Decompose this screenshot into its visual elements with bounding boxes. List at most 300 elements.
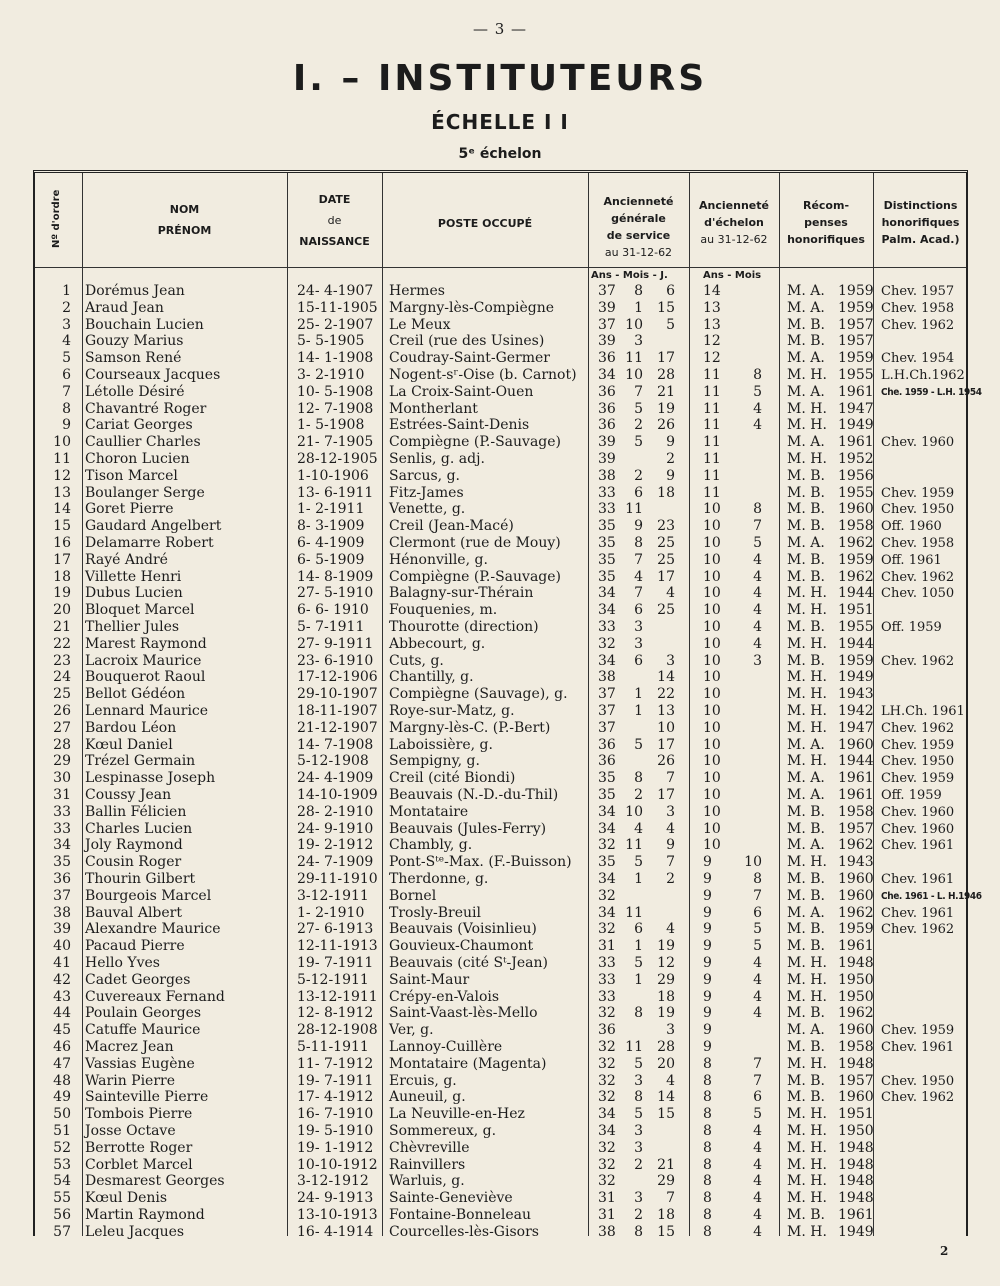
row-recompense: M. B. [787,938,825,955]
row-anc-years: 36 [598,350,616,367]
row-number: 29 [53,753,71,770]
row-anc-years: 31 [598,938,616,955]
row-anc-months: 6 [634,484,643,501]
row-anc-months: 8 [634,283,643,299]
header-anc-ech-sub: Ans - Mois [703,270,762,281]
row-anc-years: 32 [598,1089,616,1106]
row-recompense: M. B. [787,619,825,635]
row-distinction: Chev. 1050 [881,586,955,602]
row-distinction: Chev. 1961 [881,905,955,921]
row-anc-years: 38 [598,467,616,484]
row-anc-years: 37 [598,719,616,736]
row-birthdate: 11- 7-1912 [297,1055,374,1072]
row-number: 51 [53,1123,71,1139]
row-anc-days: 19 [657,1005,675,1022]
table-row [35,485,970,502]
table-row [35,383,982,401]
row-recompense: M. H. [787,1190,827,1207]
row-ech-years: 9 [703,887,712,904]
row-recompense: M. A. [787,383,825,400]
row-anc-days: 10 [657,719,675,736]
table-row [35,1073,970,1090]
table-row [35,1039,970,1056]
row-post: Sommereux, g. [389,1123,497,1139]
row-birthdate: 1-10-1906 [297,467,369,484]
row-recompense: M. B. [787,501,825,518]
row-name: Vassias Eugène [85,1055,195,1072]
table-row [35,720,970,737]
table-row [35,972,970,989]
row-name: Bourgeois Marcel [85,887,212,904]
row-recompense-year: 1944 [838,753,874,770]
row-post: Therdonne, g. [389,871,489,887]
row-ech-years: 11 [703,467,721,484]
table-row [35,1005,970,1022]
row-ech-months: 6 [753,904,762,921]
row-anc-months: 3 [634,1072,643,1089]
row-ech-months: 4 [753,1223,762,1240]
table-row [35,552,970,569]
row-ech-months: 4 [753,585,762,602]
row-anc-years: 38 [598,669,616,686]
row-post: Thourotte (direction) [389,619,539,635]
row-anc-months: 1 [634,686,643,703]
row-anc-years: 32 [598,1005,616,1022]
row-birthdate: 27- 9-1911 [297,635,374,652]
row-birthdate: 13-10-1913 [297,1207,378,1223]
row-anc-years: 33 [598,619,616,635]
row-recompense-year: 1960 [838,871,874,887]
row-name: Rayé André [85,551,168,568]
row-anc-days: 25 [657,535,675,551]
row-anc-months: 4 [634,820,643,837]
row-anc-years: 34 [598,904,616,921]
row-recompense-year: 1944 [838,585,874,602]
row-anc-days: 9 [666,837,675,854]
row-recompense: M. B. [787,333,825,350]
row-post: Sainte-Geneviève [389,1190,513,1207]
row-anc-years: 35 [598,568,616,585]
row-recompense-year: 1958 [838,803,874,820]
row-recompense-year: 1960 [838,887,874,904]
row-anc-days: 14 [657,669,675,686]
row-anc-years: 31 [598,1190,616,1207]
table-row [35,1022,970,1039]
row-anc-years: 37 [598,316,616,333]
row-anc-months: 11 [625,501,643,518]
row-anc-years: 34 [598,820,616,837]
row-birthdate: 21- 7-1905 [297,434,374,451]
row-number: 33 [53,820,71,837]
row-anc-months: 3 [634,619,643,635]
row-recompense: M. A. [787,787,825,803]
footer-number: 2 [940,1244,949,1258]
row-number: 36 [53,871,71,887]
row-anc-years: 35 [598,535,616,551]
row-recompense: M. H. [787,703,827,719]
row-post: Hénonville, g. [389,551,488,568]
row-number: 23 [53,652,71,669]
page-title: I. – INSTITUTEURS [292,58,708,99]
row-post: Beauvais (N.-D.-du-Thil) [389,787,559,803]
table-row [35,703,970,720]
row-anc-days: 7 [666,854,675,871]
row-name: Chavantré Roger [85,400,207,417]
row-number: 54 [53,1173,71,1190]
row-recompense-year: 1948 [838,1139,874,1156]
row-anc-days: 29 [657,1173,675,1190]
row-number: 38 [53,904,71,921]
table-row [35,1190,970,1207]
row-birthdate: 10- 5-1908 [297,383,374,400]
row-anc-years: 32 [598,1173,616,1190]
table-row [35,921,970,938]
row-anc-years: 32 [598,1072,616,1089]
row-name: Catuffe Maurice [85,1022,201,1039]
row-number: 2 [62,299,71,316]
row-anc-days: 4 [666,820,675,837]
row-anc-days: 15 [657,1106,675,1123]
row-anc-months: 5 [634,400,643,417]
row-name: Cariat Georges [85,417,193,434]
row-ech-years: 9 [703,955,712,971]
row-recompense-year: 1957 [838,1072,874,1089]
row-name: Desmarest Georges [85,1173,225,1190]
row-recompense: M. H. [787,854,827,871]
row-anc-years: 34 [598,1106,616,1123]
row-post: Beauvais (Voisinlieu) [389,921,537,938]
row-anc-months: 5 [634,854,643,871]
row-number: 3 [62,316,71,333]
row-distinction: Chev. 1961 [881,1040,955,1055]
row-distinction: L.H.Ch.1962 [881,368,965,383]
row-anc-days: 25 [657,551,675,568]
row-recompense: M. H. [787,955,827,971]
row-anc-years: 36 [598,753,616,770]
row-number: 55 [53,1190,71,1207]
row-ech-months: 4 [753,1139,762,1156]
row-post: Venette, g. [389,501,466,518]
row-anc-years: 35 [598,551,616,568]
row-ech-years: 11 [703,484,721,501]
row-anc-years: 32 [598,635,616,652]
row-recompense: M. H. [787,1223,827,1240]
row-name: Lacroix Maurice [85,652,202,669]
row-post: Sarcus, g. [389,467,460,484]
row-recompense-year: 1950 [838,971,874,988]
row-distinction: Chev. 1959 [881,485,955,501]
row-post: Chèvreville [389,1139,470,1156]
row-number: 7 [62,383,71,400]
row-ech-months: 3 [753,652,762,669]
header-anc-ech-l2: d'échelon [704,216,764,229]
row-anc-years: 37 [598,283,616,299]
row-ech-years: 10 [703,551,721,568]
row-name: Villette Henri [85,568,182,585]
row-anc-days: 17 [657,568,675,585]
row-ech-years: 8 [703,1055,712,1072]
row-ech-years: 9 [703,921,712,938]
row-name: Josse Octave [85,1123,176,1139]
row-post: Bornel [389,887,437,904]
row-ech-years: 9 [703,1022,712,1039]
row-post: Fitz-James [389,484,464,501]
row-anc-months: 8 [634,1223,643,1240]
row-anc-days: 12 [657,955,675,971]
row-anc-years: 38 [598,1223,616,1240]
row-ech-years: 8 [703,1072,712,1089]
row-anc-months: 2 [634,417,643,434]
row-number: 14 [53,501,71,518]
header-num: Nº d'ordre [51,189,62,248]
row-name: Choron Lucien [85,451,190,467]
row-recompense-year: 1959 [838,350,874,367]
row-name: Thourin Gilbert [85,871,196,887]
row-anc-years: 33 [598,988,616,1005]
row-anc-days: 5 [666,316,675,333]
row-ech-months: 5 [753,383,762,400]
row-recompense-year: 1948 [838,1055,874,1072]
row-distinction: Chev. 1950 [881,502,955,518]
row-post: Chambly, g. [389,837,473,854]
row-post: Compiègne (P.-Sauvage) [389,434,561,451]
row-recompense: M. A. [787,350,825,367]
row-recompense-year: 1959 [838,921,874,938]
row-birthdate: 6- 4-1909 [297,535,365,551]
row-name: Berrotte Roger [85,1139,193,1156]
table-row [35,887,982,905]
row-birthdate: 15-11-1905 [297,299,378,316]
row-post: Courcelles-lès-Gisors [389,1223,539,1240]
table-row [35,1173,970,1190]
row-name: Bellot Gédéon [85,686,186,703]
row-recompense-year: 1949 [838,669,874,686]
row-recompense: M. H. [787,602,827,619]
row-name: Thellier Jules [85,619,180,635]
row-ech-months: 5 [753,1106,762,1123]
row-birthdate: 17-12-1906 [297,669,378,686]
page-subtitle: ÉCHELLE I I [431,110,569,134]
row-name: Araud Jean [85,299,164,316]
row-ech-years: 11 [703,383,721,400]
row-post: Warluis, g. [389,1173,465,1190]
row-anc-months: 5 [634,736,643,753]
row-anc-days: 14 [657,1089,675,1106]
row-ech-months: 5 [753,938,762,955]
row-ech-months: 8 [753,501,762,518]
row-recompense: M. B. [787,1039,825,1055]
row-name: Cousin Roger [85,854,182,871]
row-anc-years: 34 [598,652,616,669]
row-post: Beauvais (Jules-Ferry) [389,820,547,837]
row-distinction: Chev. 1954 [881,351,955,367]
row-anc-days: 17 [657,736,675,753]
row-anc-days: 13 [657,703,675,719]
row-number: 33 [53,803,71,820]
row-anc-years: 34 [598,367,616,383]
row-recompense: M. B. [787,1005,825,1022]
row-number: 8 [62,400,71,417]
row-recompense-year: 1961 [838,434,874,451]
row-name: Kœul Denis [85,1190,168,1207]
row-recompense: M. B. [787,551,825,568]
row-anc-days: 22 [657,686,675,703]
row-anc-days: 3 [666,652,675,669]
row-number: 45 [53,1022,71,1039]
row-anc-days: 4 [666,585,675,602]
row-name: Leleu Jacques [85,1223,185,1240]
row-recompense-year: 1948 [838,1173,874,1190]
row-anc-days: 18 [657,484,675,501]
row-birthdate: 14- 7-1908 [297,736,374,753]
table-row [35,989,970,1006]
row-anc-years: 39 [598,333,616,350]
row-anc-years: 33 [598,501,616,518]
row-number: 46 [53,1039,71,1055]
row-recompense-year: 1958 [838,1039,874,1055]
row-distinction: Off. 1959 [881,788,942,803]
row-anc-months: 11 [625,1039,643,1055]
row-birthdate: 5-11-1911 [297,1039,369,1055]
header-anc-gen-l2: générale [611,212,666,225]
row-distinction: Che. 1961 - L. H.1946 [881,890,982,902]
row-name: Pacaud Pierre [85,938,185,955]
row-anc-months: 8 [634,1089,643,1106]
table-row [35,367,970,384]
table-row [35,417,970,434]
row-ech-years: 10 [703,535,721,551]
table-row [35,669,970,686]
row-distinction: Chev. 1959 [881,771,955,787]
row-number: 19 [53,585,71,602]
row-recompense: M. H. [787,1139,827,1156]
row-anc-months: 2 [634,467,643,484]
row-ech-years: 8 [703,1207,712,1223]
row-ech-years: 9 [703,971,712,988]
row-distinction: Chev. 1962 [881,653,955,669]
row-post: Gouvieux-Chaumont [389,938,534,955]
row-number: 34 [53,837,71,854]
row-number: 31 [53,787,71,803]
row-recompense: M. H. [787,367,827,383]
row-anc-years: 34 [598,602,616,619]
row-ech-months: 4 [753,635,762,652]
row-name: Courseaux Jacques [85,367,221,383]
row-recompense-year: 1957 [838,316,874,333]
row-distinction: Chev. 1958 [881,536,955,551]
row-post: Sempigny, g. [389,753,480,770]
row-recompense-year: 1955 [838,484,874,501]
row-anc-months: 6 [634,921,643,938]
row-name: Charles Lucien [85,820,193,837]
row-birthdate: 1- 2-1910 [297,904,365,921]
table-row [35,451,970,468]
table-row [35,837,970,854]
row-birthdate: 3-12-1911 [297,887,369,904]
row-birthdate: 29-11-1910 [297,871,378,887]
row-recompense-year: 1960 [838,501,874,518]
row-recompense: M. B. [787,871,825,887]
row-recompense-year: 1962 [838,837,874,854]
row-birthdate: 23- 6-1910 [297,652,374,669]
row-recompense-year: 1943 [838,686,874,703]
row-anc-years: 35 [598,787,616,803]
row-recompense-year: 1960 [838,1022,874,1039]
row-anc-days: 6 [666,283,675,299]
row-anc-years: 36 [598,1022,616,1039]
header-dist [873,197,968,248]
row-name: Samson René [85,350,182,367]
row-post: Saint-Vaast-lès-Mello [389,1005,538,1022]
row-post: Beauvais (cité Sᵗ-Jean) [389,955,548,971]
row-anc-months: 3 [634,635,643,652]
table-row [35,871,970,888]
row-recompense: M. B. [787,484,825,501]
row-name: Tombois Pierre [85,1106,193,1123]
table-row [35,1224,970,1241]
row-anc-days: 26 [657,417,675,434]
row-ech-years: 10 [703,787,721,803]
row-recompense: M. A. [787,736,825,753]
row-distinction: Che. 1959 - L.H. 1954 [881,386,982,398]
row-anc-days: 2 [666,451,675,467]
row-birthdate: 5-12-1911 [297,971,369,988]
table-row [35,955,970,972]
row-recompense-year: 1951 [838,602,874,619]
row-anc-days: 20 [657,1055,675,1072]
table-row [35,300,970,317]
row-birthdate: 19- 2-1912 [297,837,374,854]
row-anc-months: 5 [634,955,643,971]
row-recompense: M. H. [787,971,827,988]
row-anc-days: 9 [666,434,675,451]
row-ech-years: 9 [703,854,712,871]
row-ech-months: 8 [753,367,762,383]
row-post: Cuts, g. [389,652,444,669]
row-ech-months: 4 [753,1156,762,1173]
row-post: Montherlant [389,400,478,417]
row-birthdate: 12-11-1913 [297,938,378,955]
row-anc-years: 36 [598,400,616,417]
row-post: Balagny-sur-Thérain [389,585,534,602]
row-ech-years: 11 [703,434,721,451]
row-anc-months: 9 [634,518,643,535]
header-anc-gen [588,193,689,261]
row-anc-days: 29 [657,971,675,988]
row-name: Dubus Lucien [85,585,183,602]
row-post: Compiègne (P.-Sauvage) [389,568,561,585]
row-birthdate: 21-12-1907 [297,719,378,736]
row-recompense-year: 1942 [838,703,874,719]
table-row [35,350,970,367]
row-anc-days: 3 [666,803,675,820]
row-anc-days: 23 [657,518,675,535]
row-anc-days: 15 [657,299,675,316]
row-name: Kœul Daniel [85,736,173,753]
row-anc-years: 33 [598,955,616,971]
row-number: 27 [53,719,71,736]
row-post: Nogent-sʳ-Oise (b. Carnot) [389,367,577,383]
header-date-line1: DATE [318,193,351,206]
row-anc-days: 18 [657,1207,675,1223]
table-row [35,434,970,451]
row-name: Corblet Marcel [85,1156,193,1173]
page-number: — 3 — [472,20,528,38]
header-dist-l1: Distinctions [883,199,958,212]
row-anc-days: 28 [657,367,675,383]
header-poste: POSTE OCCUPÉ [437,217,533,230]
row-anc-years: 35 [598,854,616,871]
